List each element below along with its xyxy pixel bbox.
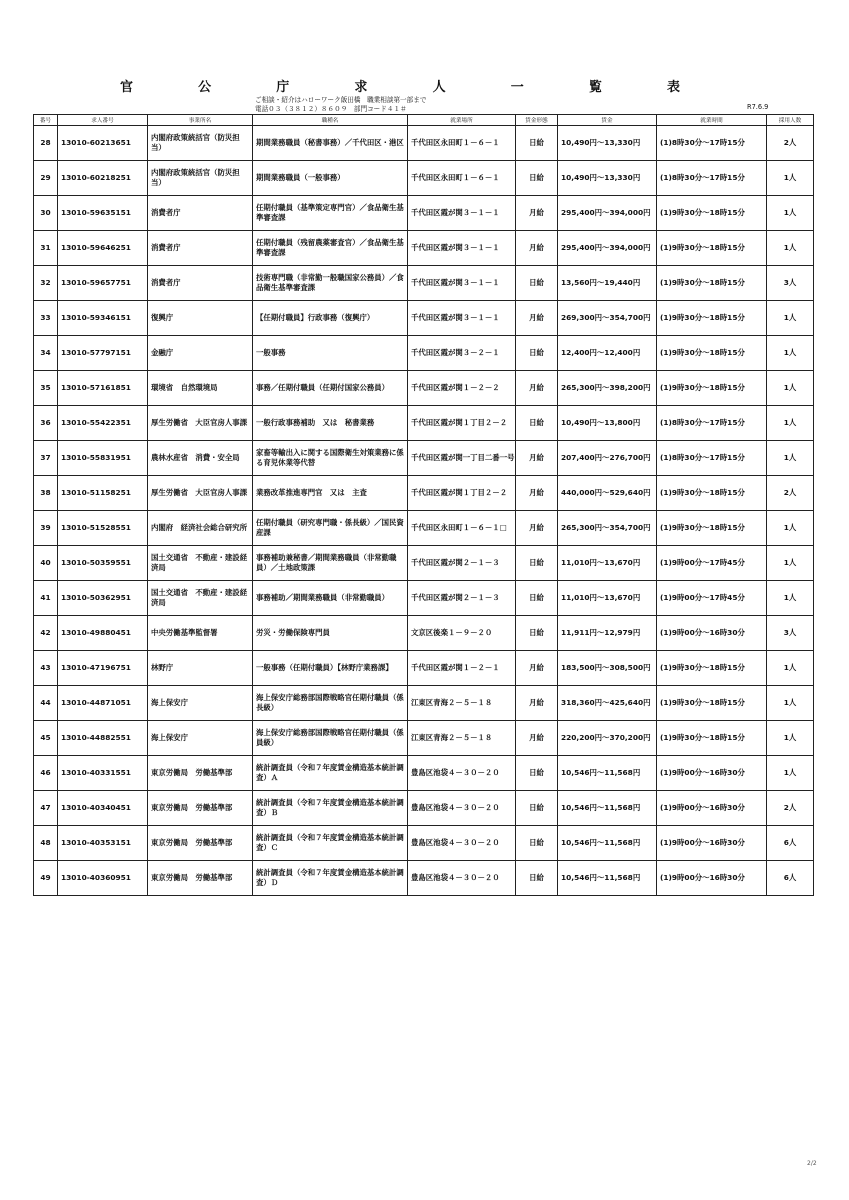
table-row xyxy=(34,161,814,196)
cell-wage-type: 日給 xyxy=(516,336,558,371)
cell-number: 48 xyxy=(34,826,58,861)
cell-hours: (1)8時30分～17時15分 xyxy=(657,161,767,196)
header-wage-type: 賃金形態 xyxy=(516,115,558,126)
cell-headcount: 2人 xyxy=(767,126,814,161)
table-row xyxy=(34,791,814,826)
cell-headcount: 1人 xyxy=(767,441,814,476)
cell-headcount: 2人 xyxy=(767,476,814,511)
cell-hours: (1)9時00分～16時30分 xyxy=(657,616,767,651)
cell-employer: 厚生労働省 大臣官房人事課 xyxy=(148,476,253,511)
cell-wage: 440,000円～529,640円 xyxy=(558,476,657,511)
cell-wage: 265,300円～354,700円 xyxy=(558,511,657,546)
cell-headcount: 6人 xyxy=(767,826,814,861)
cell-hours: (1)9時00分～17時45分 xyxy=(657,581,767,616)
cell-job-title: 統計調査員（令和７年度賃金構造基本統計調査）Ａ xyxy=(253,756,408,791)
cell-job-title: 期間業務職員（秘書事務）／千代田区・港区 xyxy=(253,126,408,161)
cell-location: 千代田区霞が関３－１－１ xyxy=(408,266,516,301)
cell-job-id: 13010-59346151 xyxy=(58,301,148,336)
cell-headcount: 1人 xyxy=(767,301,814,336)
cell-job-title: 労災・労働保険専門員 xyxy=(253,616,408,651)
issue-date: R7.6.9 xyxy=(747,103,769,111)
cell-wage-type: 日給 xyxy=(516,756,558,791)
header-job-id: 求人番号 xyxy=(58,115,148,126)
cell-wage-type: 月給 xyxy=(516,721,558,756)
cell-wage-type: 月給 xyxy=(516,371,558,406)
cell-number: 31 xyxy=(34,231,58,266)
table-row xyxy=(34,266,814,301)
cell-headcount: 1人 xyxy=(767,336,814,371)
cell-hours: (1)9時00分～16時30分 xyxy=(657,826,767,861)
cell-employer: 東京労働局 労働基準部 xyxy=(148,756,253,791)
cell-employer: 内閣府 経済社会総合研究所 xyxy=(148,511,253,546)
cell-employer: 中央労働基準監督署 xyxy=(148,616,253,651)
cell-location: 千代田区霞が関２－１－３ xyxy=(408,546,516,581)
cell-wage: 10,490円～13,330円 xyxy=(558,161,657,196)
cell-hours: (1)8時30分～17時15分 xyxy=(657,126,767,161)
cell-job-title: 一般行政事務補助 又は 秘書業務 xyxy=(253,406,408,441)
cell-wage-type: 日給 xyxy=(516,616,558,651)
cell-job-title: 家畜等輸出入に関する国際衛生対策業務に係る育児休業等代替 xyxy=(253,441,408,476)
cell-job-title: 統計調査員（令和７年度賃金構造基本統計調査）Ｄ xyxy=(253,861,408,896)
cell-number: 32 xyxy=(34,266,58,301)
cell-job-id: 13010-51158251 xyxy=(58,476,148,511)
cell-number: 49 xyxy=(34,861,58,896)
cell-employer: 東京労働局 労働基準部 xyxy=(148,826,253,861)
cell-hours: (1)9時30分～18時15分 xyxy=(657,651,767,686)
cell-employer: 消費者庁 xyxy=(148,266,253,301)
cell-wage: 11,010円～13,670円 xyxy=(558,581,657,616)
cell-wage: 183,500円～308,500円 xyxy=(558,651,657,686)
header-location: 就業場所 xyxy=(408,115,516,126)
title-char: 一 xyxy=(510,80,524,95)
cell-employer: 林野庁 xyxy=(148,651,253,686)
cell-number: 40 xyxy=(34,546,58,581)
cell-employer: 復興庁 xyxy=(148,301,253,336)
cell-job-id: 13010-49880451 xyxy=(58,616,148,651)
cell-number: 43 xyxy=(34,651,58,686)
cell-wage: 295,400円～394,000円 xyxy=(558,231,657,266)
cell-headcount: 1人 xyxy=(767,546,814,581)
cell-headcount: 1人 xyxy=(767,231,814,266)
cell-headcount: 1人 xyxy=(767,406,814,441)
cell-job-id: 13010-50359551 xyxy=(58,546,148,581)
cell-job-title: 【任期付職員】行政事務（復興庁） xyxy=(253,301,408,336)
cell-location: 豊島区池袋４－３０－２０ xyxy=(408,756,516,791)
cell-headcount: 1人 xyxy=(767,651,814,686)
cell-employer: 東京労働局 労働基準部 xyxy=(148,861,253,896)
cell-location: 千代田区霞が関３－１－１ xyxy=(408,231,516,266)
cell-job-id: 13010-40360951 xyxy=(58,861,148,896)
cell-job-title: 一般事務 xyxy=(253,336,408,371)
cell-job-title: 任期付職員（残留農薬審査官）／食品衛生基準審査課 xyxy=(253,231,408,266)
header-number: 番号 xyxy=(34,115,58,126)
cell-employer: 環境省 自然環境局 xyxy=(148,371,253,406)
cell-hours: (1)9時30分～18時15分 xyxy=(657,371,767,406)
cell-headcount: 1人 xyxy=(767,756,814,791)
cell-wage-type: 日給 xyxy=(516,126,558,161)
cell-job-title: 統計調査員（令和７年度賃金構造基本統計調査）Ｃ xyxy=(253,826,408,861)
cell-wage-type: 日給 xyxy=(516,861,558,896)
cell-location: 豊島区池袋４－３０－２０ xyxy=(408,861,516,896)
cell-location: 千代田区永田町１－６－１ xyxy=(408,161,516,196)
cell-location: 千代田区霞が関１丁目２－２ xyxy=(408,406,516,441)
cell-hours: (1)9時00分～16時30分 xyxy=(657,791,767,826)
cell-wage: 295,400円～394,000円 xyxy=(558,196,657,231)
cell-wage-type: 日給 xyxy=(516,406,558,441)
table-row xyxy=(34,581,814,616)
cell-hours: (1)8時30分～17時15分 xyxy=(657,406,767,441)
cell-wage: 12,400円～12,400円 xyxy=(558,336,657,371)
cell-headcount: 3人 xyxy=(767,266,814,301)
cell-employer: 内閣府政策統括官（防災担当） xyxy=(148,126,253,161)
cell-number: 35 xyxy=(34,371,58,406)
cell-job-id: 13010-55831951 xyxy=(58,441,148,476)
cell-number: 47 xyxy=(34,791,58,826)
cell-wage: 11,911円～12,979円 xyxy=(558,616,657,651)
cell-job-title: 期間業務職員（一般事務） xyxy=(253,161,408,196)
cell-job-id: 13010-60218251 xyxy=(58,161,148,196)
table-row xyxy=(34,126,814,161)
table-row xyxy=(34,336,814,371)
title-char: 人 xyxy=(432,80,446,95)
cell-wage-type: 月給 xyxy=(516,511,558,546)
table-body xyxy=(34,126,814,896)
cell-job-title: 一般事務（任期付職員）【林野庁業務課】 xyxy=(253,651,408,686)
cell-number: 44 xyxy=(34,686,58,721)
cell-job-id: 13010-57161851 xyxy=(58,371,148,406)
header-hours: 就業時間 xyxy=(657,115,767,126)
title-char: 表 xyxy=(666,80,680,95)
cell-headcount: 2人 xyxy=(767,791,814,826)
cell-job-title: 任期付職員（基準策定専門官）／食品衛生基準審査課 xyxy=(253,196,408,231)
cell-hours: (1)9時00分～16時30分 xyxy=(657,861,767,896)
cell-wage-type: 日給 xyxy=(516,161,558,196)
table-row xyxy=(34,231,814,266)
cell-hours: (1)9時30分～18時15分 xyxy=(657,196,767,231)
cell-location: 千代田区霞が関２－１－３ xyxy=(408,581,516,616)
cell-wage-type: 月給 xyxy=(516,196,558,231)
cell-job-id: 13010-51528551 xyxy=(58,511,148,546)
cell-job-title: 海上保安庁総務部国際戦略官任期付職員（係員級） xyxy=(253,721,408,756)
cell-headcount: 1人 xyxy=(767,686,814,721)
cell-hours: (1)9時30分～18時15分 xyxy=(657,301,767,336)
table-header-row xyxy=(34,115,814,126)
cell-wage-type: 月給 xyxy=(516,301,558,336)
cell-headcount: 1人 xyxy=(767,721,814,756)
title-char: 公 xyxy=(198,80,212,95)
cell-hours: (1)9時00分～17時45分 xyxy=(657,546,767,581)
cell-job-id: 13010-40340451 xyxy=(58,791,148,826)
cell-job-id: 13010-44882551 xyxy=(58,721,148,756)
cell-job-title: 統計調査員（令和７年度賃金構造基本統計調査）Ｂ xyxy=(253,791,408,826)
phone-info: 電話０３（３８１２）８６０９ 部門コード４１＃ xyxy=(255,105,407,113)
cell-hours: (1)9時30分～18時15分 xyxy=(657,266,767,301)
cell-job-title: 海上保安庁総務部国際戦略官任期付職員（係長級） xyxy=(253,686,408,721)
cell-number: 39 xyxy=(34,511,58,546)
cell-headcount: 1人 xyxy=(767,196,814,231)
cell-job-id: 13010-59635151 xyxy=(58,196,148,231)
table-row xyxy=(34,406,814,441)
cell-wage: 10,546円～11,568円 xyxy=(558,791,657,826)
cell-headcount: 3人 xyxy=(767,616,814,651)
cell-hours: (1)9時30分～18時15分 xyxy=(657,511,767,546)
cell-wage-type: 月給 xyxy=(516,231,558,266)
cell-job-title: 任期付職員（研究専門職・係長級）／国民資産課 xyxy=(253,511,408,546)
cell-employer: 海上保安庁 xyxy=(148,686,253,721)
cell-location: 千代田区霞が関一丁目二番一号 xyxy=(408,441,516,476)
cell-employer: 内閣府政策統括官（防災担当） xyxy=(148,161,253,196)
cell-hours: (1)9時30分～18時15分 xyxy=(657,721,767,756)
cell-wage: 10,490円～13,330円 xyxy=(558,126,657,161)
cell-location: 豊島区池袋４－３０－２０ xyxy=(408,791,516,826)
cell-job-id: 13010-55422351 xyxy=(58,406,148,441)
table-row xyxy=(34,371,814,406)
table-row xyxy=(34,476,814,511)
table-row xyxy=(34,861,814,896)
header-headcount: 採用人数 xyxy=(767,115,814,126)
cell-wage: 11,010円～13,670円 xyxy=(558,546,657,581)
cell-number: 30 xyxy=(34,196,58,231)
cell-employer: 国土交通省 不動産・建設経済局 xyxy=(148,581,253,616)
cell-location: 千代田区霞が関１丁目２－２ xyxy=(408,476,516,511)
cell-job-title: 事務補助兼秘書／期間業務職員（非常勤職員）／土地政策課 xyxy=(253,546,408,581)
cell-employer: 東京労働局 労働基準部 xyxy=(148,791,253,826)
cell-number: 45 xyxy=(34,721,58,756)
cell-number: 28 xyxy=(34,126,58,161)
header-job-title: 職種名 xyxy=(253,115,408,126)
cell-hours: (1)9時30分～18時15分 xyxy=(657,336,767,371)
cell-employer: 厚生労働省 大臣官房人事課 xyxy=(148,406,253,441)
consult-info: ご相談・紹介はハローワーク飯田橋 職業相談第一部まで xyxy=(255,96,427,104)
cell-job-title: 技術専門職（非常勤一般職国家公務員）／食品衛生基準審査課 xyxy=(253,266,408,301)
header-wage: 賃金 xyxy=(558,115,657,126)
cell-number: 37 xyxy=(34,441,58,476)
cell-wage: 13,560円～19,440円 xyxy=(558,266,657,301)
title-char: 求 xyxy=(354,80,368,95)
cell-wage: 10,546円～11,568円 xyxy=(558,756,657,791)
cell-hours: (1)9時30分～18時15分 xyxy=(657,686,767,721)
cell-wage-type: 月給 xyxy=(516,686,558,721)
cell-job-id: 13010-47196751 xyxy=(58,651,148,686)
cell-wage-type: 月給 xyxy=(516,441,558,476)
table-row xyxy=(34,196,814,231)
cell-location: 千代田区永田町１－６－１□ xyxy=(408,511,516,546)
cell-location: 千代田区霞が関３－２－１ xyxy=(408,336,516,371)
cell-number: 38 xyxy=(34,476,58,511)
cell-hours: (1)9時00分～16時30分 xyxy=(657,756,767,791)
table-row xyxy=(34,826,814,861)
table-row xyxy=(34,511,814,546)
cell-wage: 220,200円～370,200円 xyxy=(558,721,657,756)
cell-number: 34 xyxy=(34,336,58,371)
cell-employer: 国土交通省 不動産・建設経済局 xyxy=(148,546,253,581)
cell-hours: (1)8時30分～17時15分 xyxy=(657,441,767,476)
page-number: 2/2 xyxy=(807,1160,817,1167)
cell-location: 江東区青海２－５－１８ xyxy=(408,686,516,721)
cell-location: 千代田区霞が関１－２－１ xyxy=(408,651,516,686)
title-char: 覧 xyxy=(588,80,602,95)
cell-wage-type: 日給 xyxy=(516,826,558,861)
cell-employer: 農林水産省 消費・安全局 xyxy=(148,441,253,476)
cell-wage: 10,490円～13,800円 xyxy=(558,406,657,441)
cell-job-id: 13010-59657751 xyxy=(58,266,148,301)
cell-wage: 10,546円～11,568円 xyxy=(558,861,657,896)
cell-location: 豊島区池袋４－３０－２０ xyxy=(408,826,516,861)
cell-headcount: 6人 xyxy=(767,861,814,896)
cell-wage: 318,360円～425,640円 xyxy=(558,686,657,721)
cell-hours: (1)9時30分～18時15分 xyxy=(657,476,767,511)
cell-job-id: 13010-59646251 xyxy=(58,231,148,266)
table-row xyxy=(34,686,814,721)
cell-wage-type: 日給 xyxy=(516,581,558,616)
cell-wage: 265,300円～398,200円 xyxy=(558,371,657,406)
title-char: 官 xyxy=(120,80,134,95)
cell-job-title: 事務／任期付職員（任期付国家公務員） xyxy=(253,371,408,406)
title-char: 庁 xyxy=(276,80,290,95)
cell-job-title: 事務補助／期間業務職員（非常勤職員） xyxy=(253,581,408,616)
cell-wage-type: 月給 xyxy=(516,476,558,511)
cell-location: 江東区青海２－５－１８ xyxy=(408,721,516,756)
cell-job-id: 13010-40353151 xyxy=(58,826,148,861)
cell-employer: 海上保安庁 xyxy=(148,721,253,756)
cell-hours: (1)9時30分～18時15分 xyxy=(657,231,767,266)
table-row xyxy=(34,441,814,476)
cell-employer: 金融庁 xyxy=(148,336,253,371)
table-row xyxy=(34,721,814,756)
cell-job-id: 13010-50362951 xyxy=(58,581,148,616)
cell-headcount: 1人 xyxy=(767,511,814,546)
cell-location: 文京区後楽１－９－２０ xyxy=(408,616,516,651)
cell-number: 46 xyxy=(34,756,58,791)
table-row xyxy=(34,616,814,651)
cell-job-title: 業務改革推進専門官 又は 主査 xyxy=(253,476,408,511)
cell-wage-type: 日給 xyxy=(516,266,558,301)
cell-number: 36 xyxy=(34,406,58,441)
table-row xyxy=(34,301,814,336)
cell-employer: 消費者庁 xyxy=(148,231,253,266)
cell-wage: 207,400円～276,700円 xyxy=(558,441,657,476)
cell-job-id: 13010-60213651 xyxy=(58,126,148,161)
cell-headcount: 1人 xyxy=(767,161,814,196)
cell-wage: 10,546円～11,568円 xyxy=(558,826,657,861)
cell-wage: 269,300円～354,700円 xyxy=(558,301,657,336)
cell-location: 千代田区霞が関３－１－１ xyxy=(408,196,516,231)
cell-wage-type: 日給 xyxy=(516,791,558,826)
cell-number: 33 xyxy=(34,301,58,336)
cell-job-id: 13010-40331551 xyxy=(58,756,148,791)
cell-location: 千代田区霞が関１－２－２ xyxy=(408,371,516,406)
table-row xyxy=(34,546,814,581)
cell-location: 千代田区永田町１－６－１ xyxy=(408,126,516,161)
table-row xyxy=(34,651,814,686)
cell-employer: 消費者庁 xyxy=(148,196,253,231)
cell-number: 42 xyxy=(34,616,58,651)
cell-number: 29 xyxy=(34,161,58,196)
cell-job-id: 13010-57797151 xyxy=(58,336,148,371)
cell-wage-type: 月給 xyxy=(516,651,558,686)
cell-headcount: 1人 xyxy=(767,371,814,406)
cell-location: 千代田区霞が関３－１－１ xyxy=(408,301,516,336)
cell-wage-type: 日給 xyxy=(516,546,558,581)
header-employer: 事業所名 xyxy=(148,115,253,126)
table-row xyxy=(34,756,814,791)
cell-job-id: 13010-44871051 xyxy=(58,686,148,721)
document-title xyxy=(120,76,680,95)
cell-number: 41 xyxy=(34,581,58,616)
cell-headcount: 1人 xyxy=(767,581,814,616)
job-listing-table xyxy=(33,114,814,896)
